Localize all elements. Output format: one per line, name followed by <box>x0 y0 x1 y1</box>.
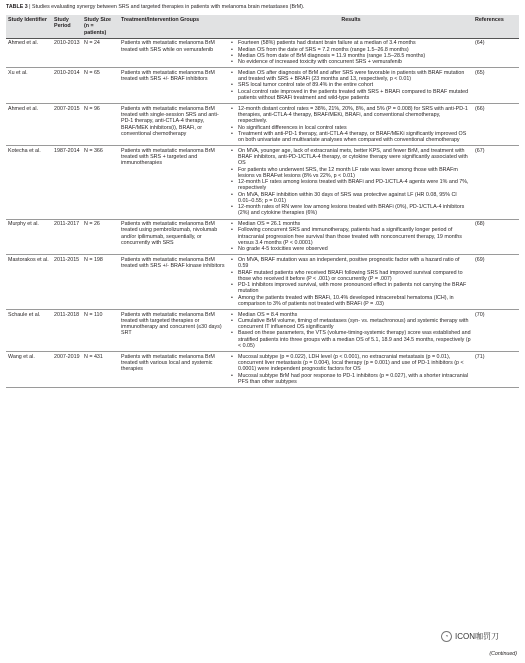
result-item: • On MVA, younger age, lack of extracranial mets, better KPS, and fewer BrM, and treatment with BRAF inhibitors, anti-PD-1/CTLA-4 therapy, or cytokine therapy were significantly associated with OS <box>231 148 471 167</box>
result-item: • On MVA, BRAF inhibition within 30 days of SRS was protective against LF (HR 0.08, 95% CI 0.01–0.55; p = 0.01) <box>231 192 471 205</box>
header-study-period: Study Period <box>52 15 82 38</box>
reference-cell: (70) <box>473 310 519 352</box>
continued-note: (Continued) <box>489 651 517 657</box>
table-row <box>6 352 519 388</box>
study-period-cell: 2007-2015 <box>52 104 82 146</box>
reference-cell: (67) <box>473 146 519 219</box>
watermark-text: ICON咖罚刀 <box>455 632 499 641</box>
reference-cell: (66) <box>473 104 519 146</box>
reference-cell: (68) <box>473 219 519 255</box>
results-cell <box>229 219 473 255</box>
result-item: • No evidence of increased toxicity with concurrent SRS + vemurafenib <box>231 59 471 65</box>
study-period-cell: 1987-2014 <box>52 146 82 219</box>
results-cell <box>229 352 473 388</box>
table-row <box>6 104 519 146</box>
results-cell <box>229 104 473 146</box>
treatment-cell: Patients with metastatic melanoma BrM treated with SRS +/- BRAF kinase inhibitors <box>119 255 229 310</box>
result-item: • Median OS from date of BrM diagnosis = 11.9 months (range 1.5–28.5 months) <box>231 53 471 59</box>
results-cell <box>229 38 473 68</box>
result-item: • SRS local tumor control rate of 89.4% in the entire cohort <box>231 82 471 88</box>
table-row <box>6 146 519 219</box>
table-row <box>6 38 519 68</box>
study-size-cell: N = 96 <box>82 104 119 146</box>
result-item: • 12-month LF rates among lesions treated with BRAFi and PD-1/CTLA-4 agents were 1% and 7%, respectively <box>231 179 471 192</box>
header-study-size: Study Size (n = patients) <box>82 15 119 38</box>
header-references: References <box>473 15 519 38</box>
study-identifier-cell: Xu et al. <box>6 68 52 104</box>
study-identifier-cell: Mastorakos et al. <box>6 255 52 310</box>
study-identifier-cell: Wang et al. <box>6 352 52 388</box>
study-size-cell: N = 110 <box>82 310 119 352</box>
study-size-cell: N = 26 <box>82 219 119 255</box>
study-identifier-cell: Kotecha et al. <box>6 146 52 219</box>
result-item: • Median OS = 8.4 months <box>231 312 471 318</box>
result-item: • 12-month rates of RN were low among lesions treated with BRAFi (0%), PD-1/CTLA-4 inhibitors (2%) and cytokine therapies (6%) <box>231 204 471 217</box>
result-item: • No significant differences in local control rates <box>231 125 471 131</box>
study-period-cell: 2007-2019 <box>52 352 82 388</box>
result-item: • Fourteen (58%) patients had distant brain failure at a median of 3.4 months <box>231 40 471 46</box>
treatment-cell: Patients with metastatic melanoma BrM treated with single-session SRS and anti-PD-1 therapy, anti-CTLA-4 therapy, BRAF/MEK inhibitors(i), BRAFi, or conventional chemotherapy <box>119 104 229 146</box>
study-size-cell: N = 431 <box>82 352 119 388</box>
studies-table <box>6 15 519 388</box>
study-period-cell: 2011-2018 <box>52 310 82 352</box>
table-label: TABLE 3 <box>6 4 28 10</box>
treatment-cell: Patients with metastatic melanoma BrM treated with SRS +/- BRAF inhibitors <box>119 68 229 104</box>
study-size-cell: N = 24 <box>82 38 119 68</box>
study-identifier-cell: Ahmed et al. <box>6 104 52 146</box>
header-study-identifier: Study Identifier <box>6 15 52 38</box>
table-caption <box>6 4 518 11</box>
treatment-cell: Patients with metastatic melanoma BrM treated with targeted therapies or immunotherapy and concurrent (≤30 days) SRT <box>119 310 229 352</box>
watermark <box>441 631 499 642</box>
result-item: • On MVA, BRAF mutation was an independent, positive prognostic factor with a hazard ratio of 0.59 <box>231 257 471 270</box>
treatment-cell: Patients with metastatic melanoma BrM treated with SRS while on vemurafenib <box>119 38 229 68</box>
table-row <box>6 255 519 310</box>
study-period-cell: 2011-2015 <box>52 255 82 310</box>
results-cell <box>229 310 473 352</box>
result-item: • Following concurrent SRS and immunotherapy, patients had a significantly longer period of intracranial progression free survival than those treated with nonconcurrent therapy, 19 months versus 3.4 months (P < 0.0001) <box>231 227 471 246</box>
result-item: • Median OS = 26.1 months <box>231 221 471 227</box>
study-period-cell: 2011-2017 <box>52 219 82 255</box>
treatment-cell: Patients with metastatic melanoma BrM treated with SRS + targeted and immunotherapies <box>119 146 229 219</box>
table-row <box>6 310 519 352</box>
result-item: • No grade 4-5 toxicities were observed <box>231 246 471 252</box>
study-identifier-cell: Schaule et al. <box>6 310 52 352</box>
reference-cell: (64) <box>473 38 519 68</box>
header-treatment: Treatment/Intervention Groups <box>119 15 229 38</box>
study-period-cell: 2010-2013 <box>52 38 82 68</box>
header-results: Results <box>229 15 473 38</box>
result-item: • BRAF mutated patients who received BRAFi following SRS had improved survival compared to those who received it before (P < .001) or concurrently (P = .007) <box>231 270 471 283</box>
treatment-cell: Patients with metastatic melanoma BrM treated using pembrolizumab, nivolumab and/or ipilimumab, sequentially, or concurrently with SRS <box>119 219 229 255</box>
results-cell <box>229 255 473 310</box>
result-item: • PD-1 inhibitors improved survival, with more pronounced effect in patients not carrying the BRAF mutation <box>231 282 471 295</box>
study-identifier-cell: Murphy et al. <box>6 219 52 255</box>
table-row <box>6 68 519 104</box>
result-item: • Based on these parameters, the VTS (volume-timing-systemic therapy) score was established and stratified patients into three groups with a median OS of 5.1, 18.9 and 34.5 months, respectively (p < 0.05) <box>231 330 471 349</box>
study-size-cell: N = 366 <box>82 146 119 219</box>
result-item: • Cumulative BrM volume, timing of metastases (syn- vs. metachronous) and systemic therapy with concurrent IT influenced OS significantly <box>231 318 471 331</box>
result-item: • Mucosal subtype (p = 0.022), LDH level (p < 0.001), no extracranial metastasis (p = 0.01), concurrent liver metastasis (p = 0.004), local therapy (p = 0.001) and use of PD-1 inhibitors (p < 0.0001) were independent prognostic factors for OS <box>231 354 471 373</box>
table-body <box>6 38 519 387</box>
study-size-cell: N = 198 <box>82 255 119 310</box>
result-item: • 12-month distant control rates = 38%, 21%, 20%, 8%, and 5% (P = 0.008) for SRS with anti-PD-1 therapies, anti-CTLA-4 therapy, BRAF/MEKi, BRAFi, and conventional chemotherapy, respectively. <box>231 106 471 125</box>
result-item: • Median OS from the date of SRS = 7.2 months (range 1.5–26.8 months) <box>231 47 471 53</box>
result-item: • Among the patients treated with BRAFi, 10.4% developed intracerebral hematoma (ICH), in comparison to 3% of patients not treated with BRAFi (P = .03) <box>231 295 471 308</box>
table-row <box>6 219 519 255</box>
reference-cell: (71) <box>473 352 519 388</box>
wechat-icon: ◔ <box>441 631 452 642</box>
result-item: • Mucosal subtype BrM had poor response to PD-1 inhibitors (p = 0.027), with a shorter intracranial PFS than other subtypes <box>231 373 471 386</box>
results-cell <box>229 146 473 219</box>
treatment-cell: Patients with metastatic melanoma BrM treated with various local and systemic therapies <box>119 352 229 388</box>
result-item: • Local control rate improved in the patients treated with SRS + BRAFi compared to BRAF mutated patients without BRAFi treatment and wild-type patients <box>231 89 471 102</box>
result-item: • For patients who underwent SRS, the 12 month LF rate was lower among those with BRAFm lesions vs BRAFwt lesions (8% vs 22%, p < 0.01) <box>231 167 471 180</box>
caption-separator: | <box>29 4 31 10</box>
study-identifier-cell: Ahmed et al. <box>6 38 52 68</box>
study-size-cell: N = 65 <box>82 68 119 104</box>
results-cell <box>229 68 473 104</box>
table-header-row <box>6 15 519 38</box>
caption-text: Studies evaluating synergy between SRS and targeted therapies in patients with melanoma brain metastases (BrM). <box>32 4 305 10</box>
reference-cell: (69) <box>473 255 519 310</box>
reference-cell: (65) <box>473 68 519 104</box>
result-item: • Median OS after diagnosis of BrM and after SRS were favorable in patients with BRAF mutation and treated with SRS + BRAFi (23 months and 13, respectively, p < 0.01) <box>231 70 471 83</box>
study-period-cell: 2010-2014 <box>52 68 82 104</box>
result-item: • Treatment with anti-PD-1 therapy, anti-CTLA-4 therapy, or BRAF/MEKi significantly improved OS on both univariate and multivariate analyses when compared with conventional chemotherapy <box>231 131 471 144</box>
